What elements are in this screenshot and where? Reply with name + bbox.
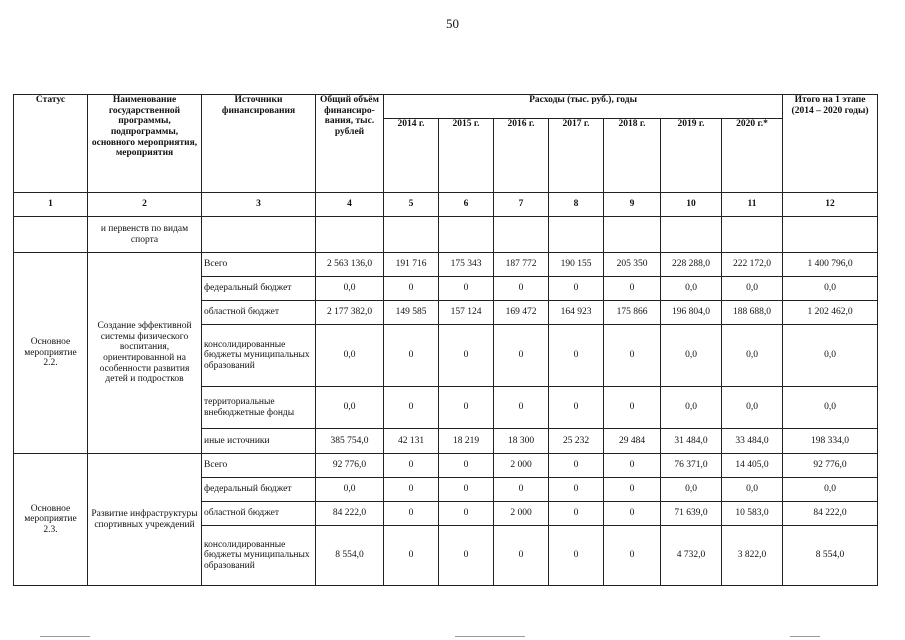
column-index: 2 [88, 193, 202, 217]
row-value: 0,0 [783, 478, 878, 502]
column-index: 11 [722, 193, 783, 217]
row-name: Развитие инфраструктуры спортивных учреждений [88, 454, 202, 586]
row-value: 0 [549, 478, 604, 502]
row-value: 0,0 [316, 478, 384, 502]
header-year: 2017 г. [549, 119, 604, 193]
row-value: 2 563 136,0 [316, 253, 384, 277]
row-value: 0 [549, 526, 604, 586]
row-value: 198 334,0 [783, 429, 878, 454]
continuation-row [14, 217, 878, 253]
row-value: 228 288,0 [661, 253, 722, 277]
column-index: 12 [783, 193, 878, 217]
column-index: 7 [494, 193, 549, 217]
empty-cell [722, 217, 783, 253]
row-value: 3 822,0 [722, 526, 783, 586]
row-value: 0 [494, 478, 549, 502]
row-value: 0 [384, 526, 439, 586]
row-value: 0 [384, 502, 439, 526]
row-value: 84 222,0 [783, 502, 878, 526]
row-value: 0 [549, 454, 604, 478]
scan-mark [40, 636, 90, 637]
row-value: 18 300 [494, 429, 549, 454]
row-value: 0,0 [722, 325, 783, 387]
row-value: 0,0 [316, 387, 384, 429]
row-value: 2 000 [494, 454, 549, 478]
row-value: 0,0 [661, 325, 722, 387]
header-name: Наименование государственной программы, подпрограммы, основного мероприятия, мероприятия [88, 95, 202, 193]
row-value: 164 923 [549, 301, 604, 325]
row-value: 4 732,0 [661, 526, 722, 586]
row-value: 1 202 462,0 [783, 301, 878, 325]
row-value: 8 554,0 [783, 526, 878, 586]
empty-cell [384, 217, 439, 253]
row-value: 187 772 [494, 253, 549, 277]
row-source: Всего [202, 454, 316, 478]
header-year: 2014 г. [384, 119, 439, 193]
row-source: федеральный бюджет [202, 478, 316, 502]
scan-mark [455, 636, 525, 637]
row-value: 76 371,0 [661, 454, 722, 478]
row-value: 175 343 [439, 253, 494, 277]
column-index: 4 [316, 193, 384, 217]
row-value: 0 [494, 277, 549, 301]
row-value: 0 [604, 277, 661, 301]
empty-cell [494, 217, 549, 253]
empty-cell [316, 217, 384, 253]
row-source: территориальные внебюджетные фонды [202, 387, 316, 429]
row-value: 92 776,0 [783, 454, 878, 478]
row-value: 0,0 [316, 325, 384, 387]
row-source: федеральный бюджет [202, 277, 316, 301]
row-value: 0,0 [661, 277, 722, 301]
row-value: 0,0 [661, 478, 722, 502]
table-row [14, 253, 878, 277]
header-year: 2016 г. [494, 119, 549, 193]
row-value: 222 172,0 [722, 253, 783, 277]
row-value: 191 716 [384, 253, 439, 277]
row-value: 0 [604, 526, 661, 586]
empty-cell [604, 217, 661, 253]
row-value: 92 776,0 [316, 454, 384, 478]
row-value: 0 [439, 325, 494, 387]
index-row [14, 193, 878, 217]
header-status: Статус [14, 95, 88, 193]
row-value: 2 177 382,0 [316, 301, 384, 325]
header-source: Источники финансирования [202, 95, 316, 193]
row-value: 10 583,0 [722, 502, 783, 526]
column-index: 8 [549, 193, 604, 217]
row-value: 0 [384, 478, 439, 502]
row-value: 0,0 [722, 277, 783, 301]
row-value: 0 [439, 454, 494, 478]
page-number: 50 [446, 16, 459, 31]
row-value: 0 [439, 277, 494, 301]
row-value: 205 350 [604, 253, 661, 277]
row-value: 0 [384, 325, 439, 387]
row-value: 84 222,0 [316, 502, 384, 526]
header-year: 2020 г.* [722, 119, 783, 193]
row-value: 0 [494, 387, 549, 429]
row-value: 29 484 [604, 429, 661, 454]
row-source: Всего [202, 253, 316, 277]
row-value: 0,0 [783, 325, 878, 387]
row-value: 0,0 [722, 478, 783, 502]
column-index: 6 [439, 193, 494, 217]
row-value: 0 [494, 325, 549, 387]
row-value: 14 405,0 [722, 454, 783, 478]
empty-cell [783, 217, 878, 253]
row-value: 0 [549, 325, 604, 387]
row-value: 0 [439, 387, 494, 429]
row-value: 0 [549, 387, 604, 429]
row-value: 188 688,0 [722, 301, 783, 325]
row-value: 175 866 [604, 301, 661, 325]
row-value: 18 219 [439, 429, 494, 454]
row-value: 8 554,0 [316, 526, 384, 586]
row-value: 0,0 [783, 387, 878, 429]
row-value: 1 400 796,0 [783, 253, 878, 277]
row-value: 0 [439, 502, 494, 526]
empty-cell [549, 217, 604, 253]
row-value: 0 [384, 387, 439, 429]
row-value: 0 [604, 387, 661, 429]
row-value: 0,0 [316, 277, 384, 301]
row-value: 0 [494, 526, 549, 586]
row-source: областной бюджет [202, 502, 316, 526]
row-status: Основное мероприятие 2.2. [14, 253, 88, 454]
budget-table [13, 94, 878, 586]
row-source: иные источники [202, 429, 316, 454]
scan-mark [790, 636, 820, 637]
column-index: 10 [661, 193, 722, 217]
row-source: консолидированные бюджеты муниципальных образований [202, 526, 316, 586]
empty-cell [439, 217, 494, 253]
row-value: 0 [549, 277, 604, 301]
row-value: 0 [549, 502, 604, 526]
header-stage-total: Итого на 1 этапе (2014 – 2020 годы) [783, 95, 878, 193]
row-value: 31 484,0 [661, 429, 722, 454]
row-value: 0 [384, 454, 439, 478]
row-value: 0 [439, 526, 494, 586]
row-value: 0 [384, 277, 439, 301]
row-value: 190 155 [549, 253, 604, 277]
column-index: 1 [14, 193, 88, 217]
header-year: 2018 г. [604, 119, 661, 193]
column-index: 3 [202, 193, 316, 217]
header-expenses: Расходы (тыс. руб.), годы [384, 95, 783, 119]
row-value: 0 [604, 502, 661, 526]
column-index: 5 [384, 193, 439, 217]
row-value: 0 [604, 454, 661, 478]
row-value: 169 472 [494, 301, 549, 325]
row-value: 0 [604, 478, 661, 502]
header-total: Общий объём финансиро-вания, тыс. рублей [316, 95, 384, 193]
empty-cell [202, 217, 316, 253]
row-value: 25 232 [549, 429, 604, 454]
row-value: 71 639,0 [661, 502, 722, 526]
row-name: Создание эффективной системы физического воспитания, ориентированной на особенности развития детей и подростков [88, 253, 202, 454]
continuation-text: и первенств по видам спорта [88, 217, 202, 253]
row-value: 2 000 [494, 502, 549, 526]
row-value: 157 124 [439, 301, 494, 325]
row-value: 385 754,0 [316, 429, 384, 454]
row-source: консолидированные бюджеты муниципальных образований [202, 325, 316, 387]
empty-cell [661, 217, 722, 253]
row-value: 0 [604, 325, 661, 387]
row-value: 149 585 [384, 301, 439, 325]
row-value: 196 804,0 [661, 301, 722, 325]
header-year: 2015 г. [439, 119, 494, 193]
row-value: 0,0 [722, 387, 783, 429]
table-row [14, 454, 878, 478]
row-value: 0,0 [661, 387, 722, 429]
header-year: 2019 г. [661, 119, 722, 193]
row-value: 0 [439, 478, 494, 502]
row-value: 0,0 [783, 277, 878, 301]
column-index: 9 [604, 193, 661, 217]
empty-cell [14, 217, 88, 253]
row-value: 42 131 [384, 429, 439, 454]
row-status: Основное мероприятие 2.3. [14, 454, 88, 586]
row-source: областной бюджет [202, 301, 316, 325]
row-value: 33 484,0 [722, 429, 783, 454]
